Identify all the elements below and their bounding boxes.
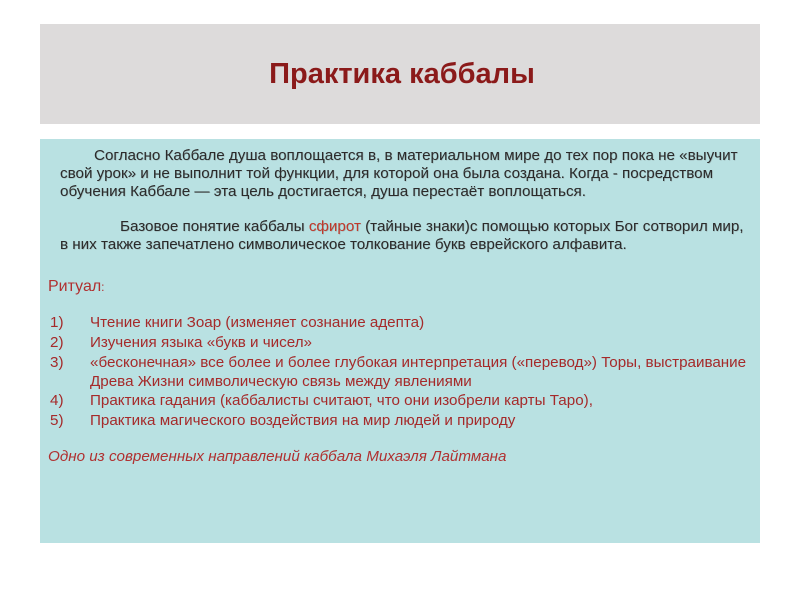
list-item-number: 4)	[50, 392, 64, 409]
paragraph-1: Согласно Каббале душа воплощается в, в материальном мире до тех пор пока не «выучит свой урок» и не выполнит той функции, для которой она была создана. Когда - посредством обучения Каббале — эта цель достигается, душа перестаёт воплощаться.	[60, 147, 738, 200]
list-item	[50, 353, 750, 391]
list-item-text: Практика гадания (каббалисты считают, что они изобрели карты Таро),	[90, 392, 593, 409]
list-item-number: 2)	[50, 334, 64, 351]
list-item-text: «бесконечная» все более и более глубокая интерпретация («перевод») Торы, выстраивание Древа Жизни символическую связь между явлениями	[90, 354, 747, 390]
content-box	[40, 139, 760, 543]
list-item-text: Изучения языка «букв и чисел»	[90, 334, 313, 351]
ritual-list	[50, 313, 750, 431]
list-item	[50, 333, 750, 353]
footer-note: Одно из современных направлений каббала Михаэля Лайтмана	[48, 448, 507, 465]
paragraph-2-end: (тайные знаки)с помощью которых Бог сотворил мир, в них также запечатлено символическое толкование букв еврейского алфавита.	[60, 218, 744, 253]
ritual-heading-text: Ритуал	[48, 278, 102, 295]
ritual-heading	[48, 278, 750, 296]
list-item-text: Практика магического воздействия на мир людей и природу	[90, 412, 516, 429]
list-item-number: 3)	[50, 354, 64, 371]
list-item-number: 1)	[50, 314, 64, 331]
list-item-text: Чтение книги Зоар (изменяет сознание адепта)	[90, 314, 425, 331]
list-item	[50, 411, 750, 431]
title-box	[40, 24, 760, 124]
list-item	[50, 313, 750, 333]
list-item	[50, 391, 750, 411]
paragraph-2-start: Базовое понятие каббалы	[120, 218, 309, 235]
slide-title: Практика каббалы	[269, 57, 535, 90]
sfirot-highlight: сфирот	[308, 218, 361, 235]
paragraph-2	[50, 218, 750, 254]
list-item-number: 5)	[50, 412, 64, 429]
ritual-colon: :	[101, 280, 105, 294]
